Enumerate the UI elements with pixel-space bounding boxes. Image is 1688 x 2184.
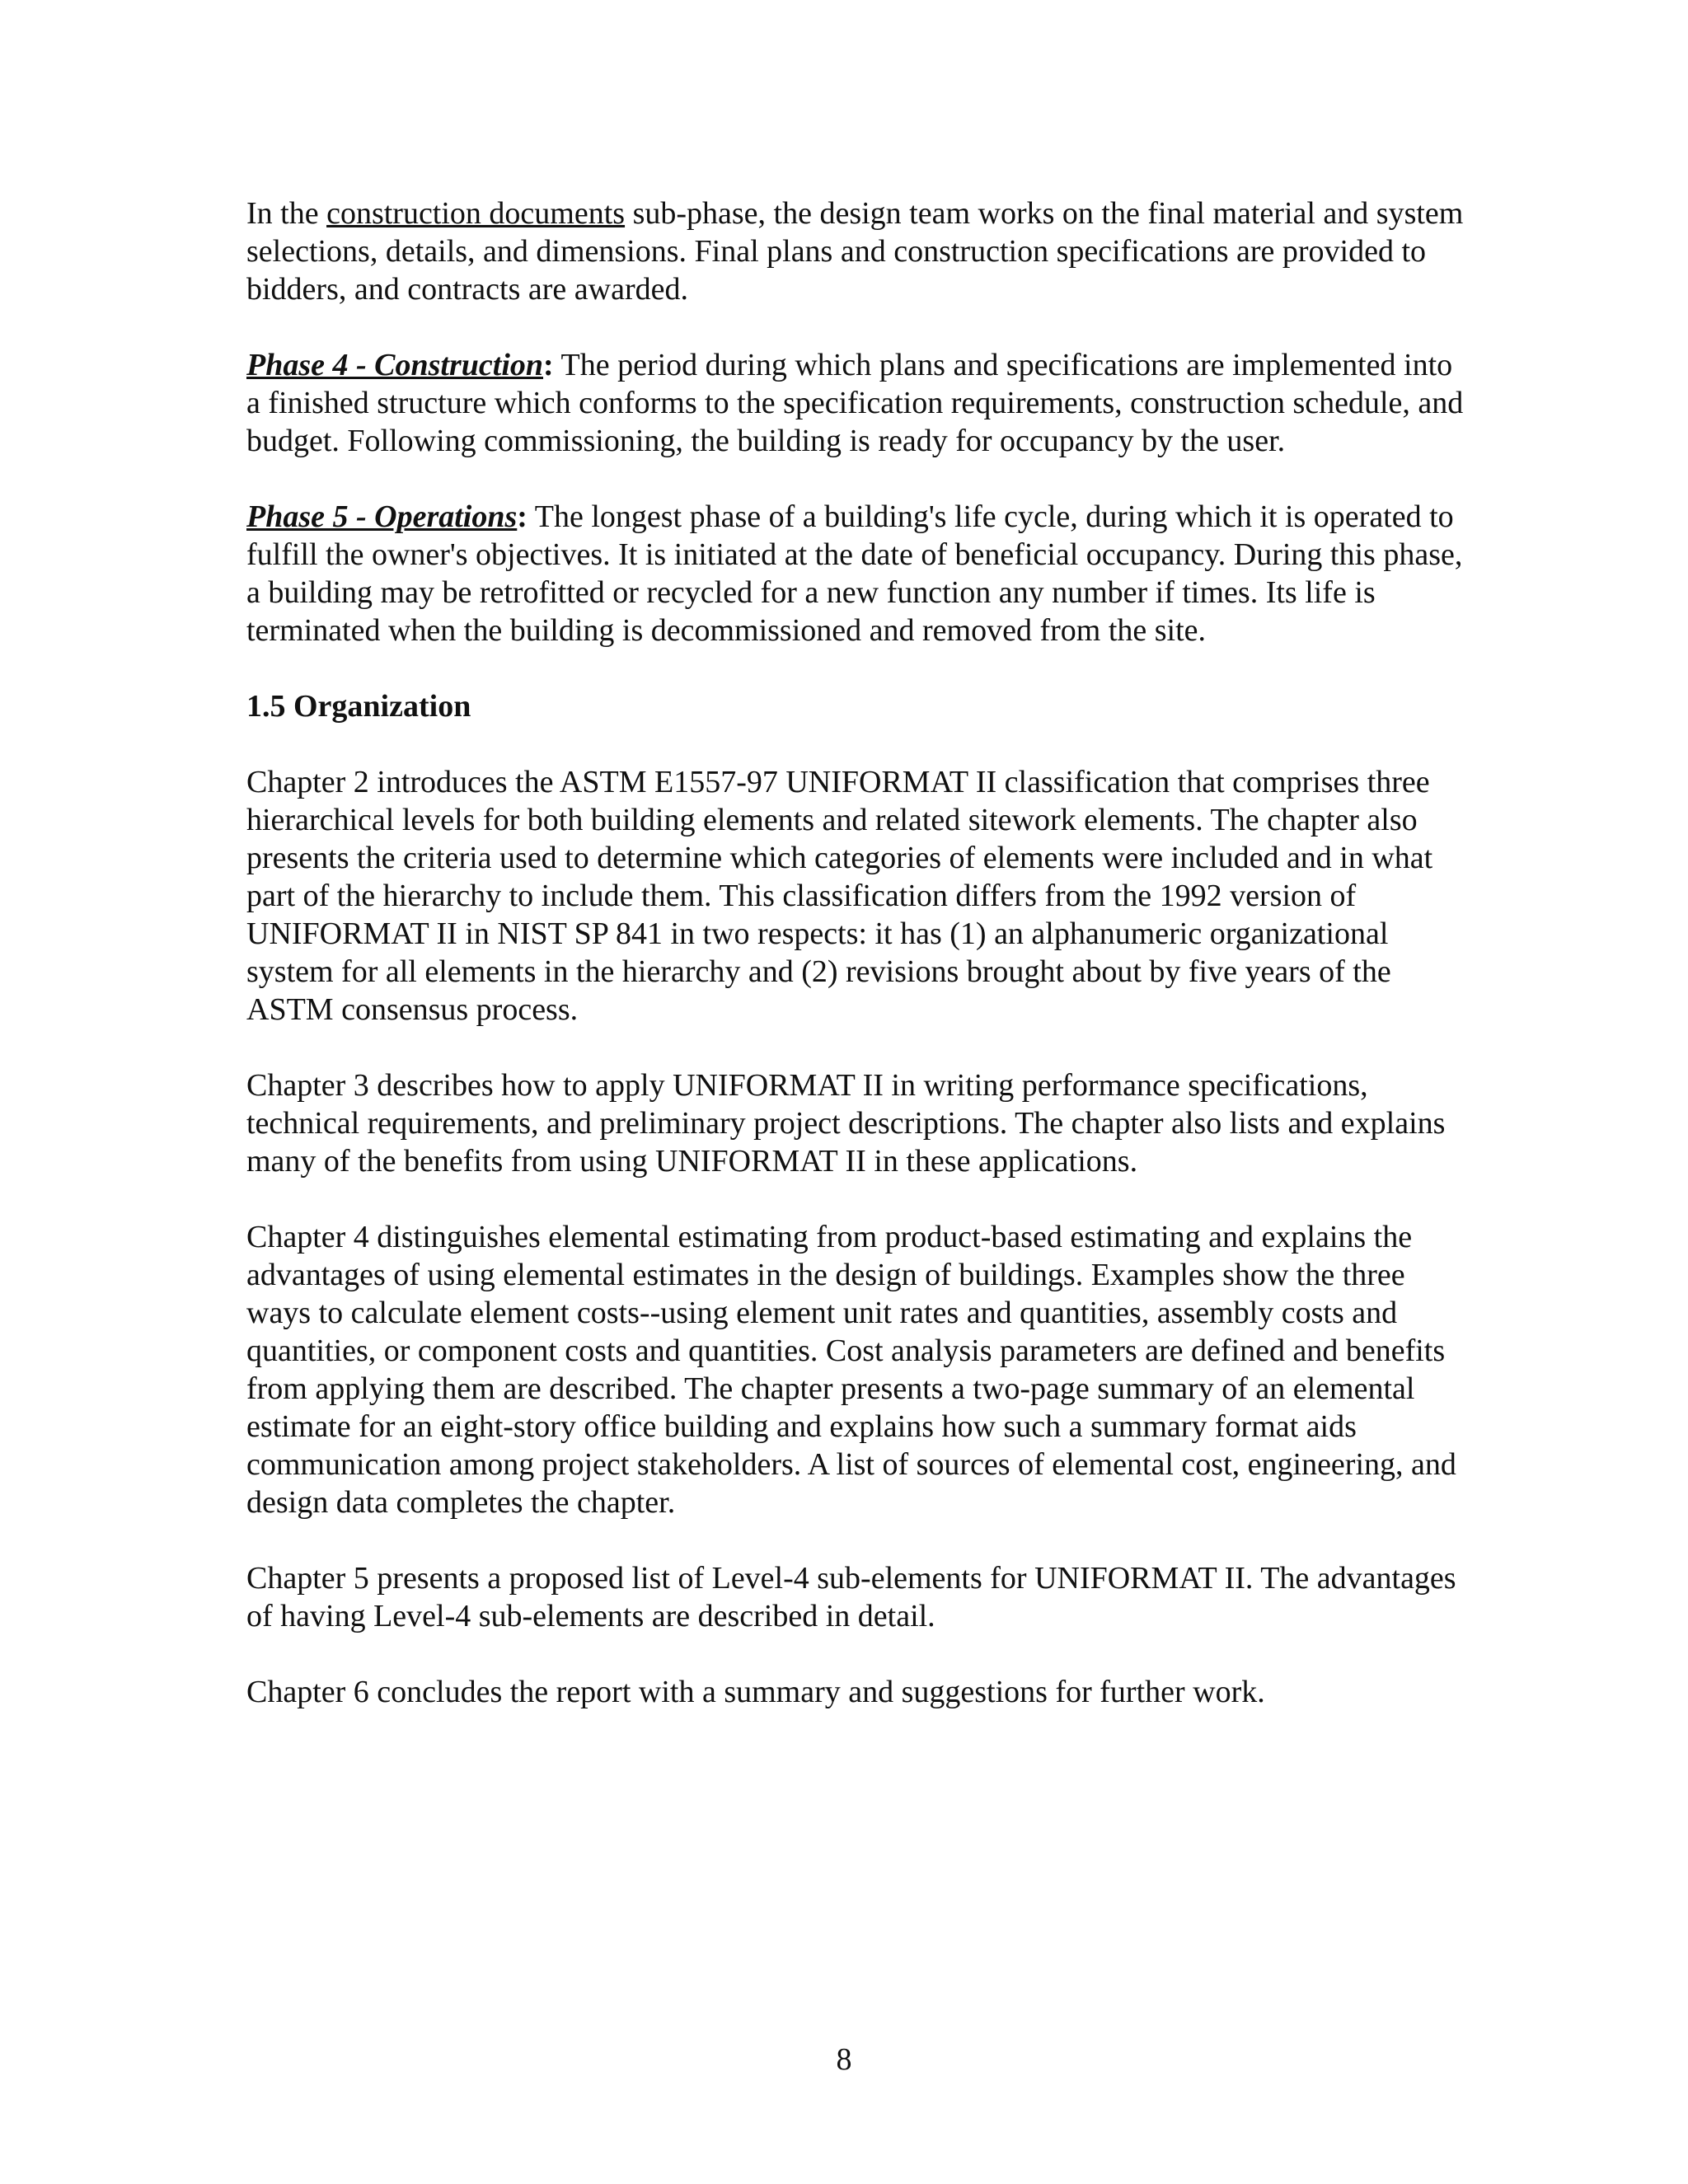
page-content <box>246 194 1466 1749</box>
phase-5-text: The longest phase of a building's life cycle, during which it is operated to fulfill the owner's objectives. It is initiated at the date of beneficial occupancy. During this phase, a building may be retrofitted or recycled for a new function any number if times. Its life is terminated when the building is decommissioned and removed from the site. <box>246 499 1463 648</box>
page-number: 8 <box>836 2042 852 2077</box>
construction-documents-term: construction documents <box>326 196 626 231</box>
paragraph-chapter-6: Chapter 6 concludes the report with a summary and suggestions for further work. <box>246 1675 1265 1709</box>
paragraph-body-text: sub-phase, the design team works on the final material and system selections, details, and dimensions. Final plans and construction specifications are provided to bidders, and contracts are awarded. <box>246 196 1464 307</box>
section-heading-organization: 1.5 Organization <box>246 689 471 724</box>
paragraph-construction-documents <box>246 194 1466 308</box>
phase-4-heading: Phase 4 - Construction <box>246 348 544 382</box>
paragraph-phase-4 <box>246 346 1466 460</box>
paragraph-chapter-3: Chapter 3 describes how to apply UNIFORMAT II in writing performance specifications, technical requirements, and preliminary project descriptions. The chapter also lists and explains many of the benefits from using UNIFORMAT II in these applications. <box>246 1068 1446 1179</box>
phase-4-colon: : <box>543 348 554 382</box>
paragraph-chapter-5: Chapter 5 presents a proposed list of Level-4 sub-elements for UNIFORMAT II. The advantages of having Level-4 sub-elements are described in detail. <box>246 1561 1456 1633</box>
phase-5-colon: : <box>517 499 528 534</box>
paragraph-chapter-4: Chapter 4 distinguishes elemental estimating from product-based estimating and explains the advantages of using elemental estimates in the design of buildings. Examples show the three ways to calculate element costs--using element unit rates and quantities, assembly costs and quantities, or component costs and quantities. Cost analysis parameters are defined and benefits from applying them are described. The chapter presents a two-page summary of an elemental estimate for an eight-story office building and explains how such a summary format aids communication among project stakeholders. A list of sources of elemental cost, engineering, and design data completes the chapter. <box>246 1220 1456 1520</box>
paragraph-phase-5 <box>246 498 1466 649</box>
paragraph-intro-text: In the <box>246 196 327 231</box>
phase-5-heading: Phase 5 - Operations <box>246 499 518 534</box>
phase-4-text: The period during which plans and specifications are implemented into a finished structure which conforms to the specification requirements, construction schedule, and budget. Following commissioning, the building is ready for occupancy by the user. <box>246 348 1464 458</box>
paragraph-chapter-2: Chapter 2 introduces the ASTM E1557-97 UNIFORMAT II classification that comprises three hierarchical levels for both building elements and related sitework elements. The chapter also presents the criteria used to determine which categories of elements were included and in what part of the hierarchy to include them. This classification differs from the 1992 version of UNIFORMAT II in NIST SP 841 in two respects: it has (1) an alphanumeric organizational system for all elements in the hierarchy and (2) revisions brought about by five years of the ASTM consensus process. <box>246 765 1433 1027</box>
